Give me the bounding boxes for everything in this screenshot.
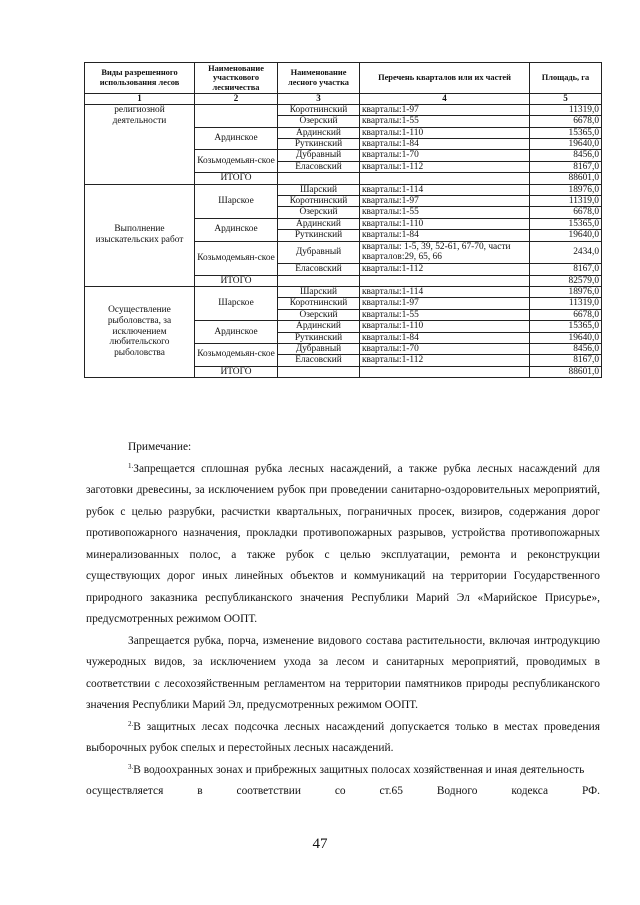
empty-cell bbox=[360, 275, 530, 286]
col-number: 5 bbox=[530, 94, 602, 105]
quarters-cell: кварталы:1-110 bbox=[360, 321, 530, 332]
quarters-cell: кварталы:1-70 bbox=[360, 343, 530, 354]
plot-cell: Озерский bbox=[278, 116, 360, 127]
total-label: ИТОГО bbox=[195, 366, 278, 377]
table-header-row bbox=[85, 63, 602, 94]
plot-cell: Еласовский bbox=[278, 264, 360, 275]
col-number: 4 bbox=[360, 94, 530, 105]
lesnichestvo-cell: Шарское bbox=[195, 286, 278, 320]
note-3 bbox=[86, 760, 600, 782]
area-cell: 8456,0 bbox=[530, 150, 602, 161]
lesnichestvo-cell: Козьмодемьян-ское bbox=[195, 241, 278, 275]
area-cell: 6678,0 bbox=[530, 116, 602, 127]
table-row bbox=[85, 286, 602, 297]
word: со bbox=[334, 785, 346, 797]
col-number: 1 bbox=[85, 94, 195, 105]
plot-cell: Ардинский bbox=[278, 127, 360, 138]
paragraph-2: Запрещается рубка, порча, изменение видового состава растительности, включая интродукцию чужеродных видов, за исключением ухода за лесом и санитарных мероприятий, проводимых в соответствии с лесохозяйственным регламентом на территории памятников природы республиканского значения Республики Марий Эл, предусмотренных режимом ООПТ. bbox=[86, 634, 600, 711]
area-cell: 6678,0 bbox=[530, 207, 602, 218]
lesnichestvo-cell: Ардинское bbox=[195, 321, 278, 344]
note-3-last-line bbox=[86, 781, 600, 803]
empty-cell bbox=[360, 366, 530, 377]
plot-cell: Коротнинский bbox=[278, 298, 360, 309]
plot-cell: Шарский bbox=[278, 184, 360, 195]
quarters-cell: кварталы:1-84 bbox=[360, 332, 530, 343]
word: осуществляется bbox=[86, 785, 164, 797]
quarters-cell: кварталы: 1-5, 39, 52-61, 67-70, части кварталов:29, 65, 66 bbox=[360, 241, 530, 264]
area-cell: 18976,0 bbox=[530, 286, 602, 297]
quarters-cell: кварталы:1-114 bbox=[360, 184, 530, 195]
quarters-cell: кварталы:1-112 bbox=[360, 161, 530, 172]
quarters-cell: кварталы:1-97 bbox=[360, 196, 530, 207]
plot-cell: Коротнинский bbox=[278, 104, 360, 115]
lesnichestvo-cell: Ардинское bbox=[195, 218, 278, 241]
lesnichestvo-cell: Шарское bbox=[195, 184, 278, 218]
forest-use-table bbox=[84, 62, 602, 378]
notes-title: Примечание: bbox=[128, 441, 192, 453]
plot-cell: Руткинский bbox=[278, 139, 360, 150]
word: ст.65 bbox=[379, 785, 403, 797]
total-area: 82579,0 bbox=[530, 275, 602, 286]
area-cell: 11319,0 bbox=[530, 196, 602, 207]
plot-cell: Озерский bbox=[278, 309, 360, 320]
area-cell: 15365,0 bbox=[530, 321, 602, 332]
total-label: ИТОГО bbox=[195, 173, 278, 184]
area-cell: 11319,0 bbox=[530, 298, 602, 309]
word: в bbox=[197, 785, 203, 797]
table-row bbox=[85, 104, 602, 115]
area-cell: 18976,0 bbox=[530, 184, 602, 195]
col-number: 3 bbox=[278, 94, 360, 105]
quarters-cell: кварталы:1-110 bbox=[360, 127, 530, 138]
word: кодекса bbox=[511, 785, 549, 797]
area-cell: 19640,0 bbox=[530, 230, 602, 241]
empty-cell bbox=[278, 275, 360, 286]
total-area: 88601,0 bbox=[530, 173, 602, 184]
plot-cell: Ардинский bbox=[278, 218, 360, 229]
quarters-cell: кварталы:1-97 bbox=[360, 298, 530, 309]
plot-cell: Дубравный bbox=[278, 150, 360, 161]
header-lesnichestvo: Наименование участкового лесничества bbox=[195, 63, 278, 94]
quarters-cell: кварталы:1-112 bbox=[360, 355, 530, 366]
area-cell: 19640,0 bbox=[530, 139, 602, 150]
plot-cell: Дубравный bbox=[278, 241, 360, 264]
header-quarters: Перечень кварталов или их частей bbox=[360, 63, 530, 94]
quarters-cell: кварталы:1-55 bbox=[360, 309, 530, 320]
quarters-cell: кварталы:1-55 bbox=[360, 116, 530, 127]
header-area: Площадь, га bbox=[530, 63, 602, 94]
lesnichestvo-cell bbox=[195, 104, 278, 127]
plot-cell: Еласовский bbox=[278, 355, 360, 366]
use-type-cell: Выполнение изыскательских работ bbox=[85, 184, 195, 286]
area-cell: 15365,0 bbox=[530, 218, 602, 229]
area-cell: 6678,0 bbox=[530, 309, 602, 320]
column-number-row bbox=[85, 94, 602, 105]
note-1-text: Запрещается сплошная рубка лесных насаждений, а также рубка лесных насаждений для заготовки древесины, за исключением рубок при проведении санитарно-оздоровительных мероприятий, рубок с целью разрубки, расчистки квартальных, пограничных просек, визиров, содержания дорог противопожарного назначения, прокладки противопожарных разрывов, устройства противопожарных минерализованных полос, а также рубок с целью эксплуатации, ремонта и реконструкции существующих дорог иных линейных объектов и коммуникаций на территории Государственного природного заказника республиканского значения Республики Марий Эл «Марийское Присурье», предусмотренных режимом ООПТ. bbox=[86, 462, 600, 625]
lesnichestvo-cell: Ардинское bbox=[195, 127, 278, 150]
header-plot: Наименование лесного участка bbox=[278, 63, 360, 94]
table-row bbox=[85, 184, 602, 195]
total-area: 88601,0 bbox=[530, 366, 602, 377]
note-2-text: В защитных лесах подсочка лесных насаждений допускается только в местах проведения выборочных рубок спелых и перестойных лесных насаждений. bbox=[86, 720, 600, 754]
plot-cell: Дубравный bbox=[278, 343, 360, 354]
plot-cell: Озерский bbox=[278, 207, 360, 218]
plot-cell: Коротнинский bbox=[278, 196, 360, 207]
quarters-cell: кварталы:1-114 bbox=[360, 286, 530, 297]
plot-cell: Шарский bbox=[278, 286, 360, 297]
plot-cell: Ардинский bbox=[278, 321, 360, 332]
quarters-cell: кварталы:1-70 bbox=[360, 150, 530, 161]
empty-cell bbox=[278, 173, 360, 184]
col-number: 2 bbox=[195, 94, 278, 105]
note-1-number: 1. bbox=[128, 461, 134, 470]
quarters-cell: кварталы:1-84 bbox=[360, 139, 530, 150]
area-cell: 8167,0 bbox=[530, 355, 602, 366]
notes-section bbox=[86, 437, 600, 803]
lesnichestvo-cell: Козьмодемьян-ское bbox=[195, 343, 278, 366]
plot-cell: Еласовский bbox=[278, 161, 360, 172]
note-2-number: 2. bbox=[128, 719, 134, 728]
area-cell: 8167,0 bbox=[530, 161, 602, 172]
header-use-type: Виды разрешенного использования лесов bbox=[85, 63, 195, 94]
area-cell: 2434,0 bbox=[530, 241, 602, 264]
area-cell: 11319,0 bbox=[530, 104, 602, 115]
use-type-cell: Осуществление рыболовства, за исключением любительского рыболовства bbox=[85, 286, 195, 377]
word: Водного bbox=[436, 785, 478, 797]
note-3-number: 3. bbox=[128, 762, 134, 771]
note-3-text: В водоохранных зонах и прибрежных защитных полосах хозяйственная и иная деятельность bbox=[133, 763, 585, 776]
lesnichestvo-cell: Козьмодемьян-ское bbox=[195, 150, 278, 173]
total-label: ИТОГО bbox=[195, 275, 278, 286]
use-type-cell: религиозной деятельности bbox=[85, 104, 195, 184]
note-2 bbox=[86, 717, 600, 760]
empty-cell bbox=[360, 173, 530, 184]
plot-cell: Руткинский bbox=[278, 230, 360, 241]
area-cell: 8456,0 bbox=[530, 343, 602, 354]
page-number: 47 bbox=[312, 836, 328, 852]
word: соответствии bbox=[236, 785, 301, 797]
area-cell: 15365,0 bbox=[530, 127, 602, 138]
quarters-cell: кварталы:1-112 bbox=[360, 264, 530, 275]
note-1 bbox=[86, 459, 600, 631]
word: РФ. bbox=[581, 785, 600, 797]
quarters-cell: кварталы:1-84 bbox=[360, 230, 530, 241]
quarters-cell: кварталы:1-110 bbox=[360, 218, 530, 229]
plot-cell: Руткинский bbox=[278, 332, 360, 343]
area-cell: 8167,0 bbox=[530, 264, 602, 275]
empty-cell bbox=[278, 366, 360, 377]
quarters-cell: кварталы:1-55 bbox=[360, 207, 530, 218]
quarters-cell: кварталы:1-97 bbox=[360, 104, 530, 115]
area-cell: 19640,0 bbox=[530, 332, 602, 343]
